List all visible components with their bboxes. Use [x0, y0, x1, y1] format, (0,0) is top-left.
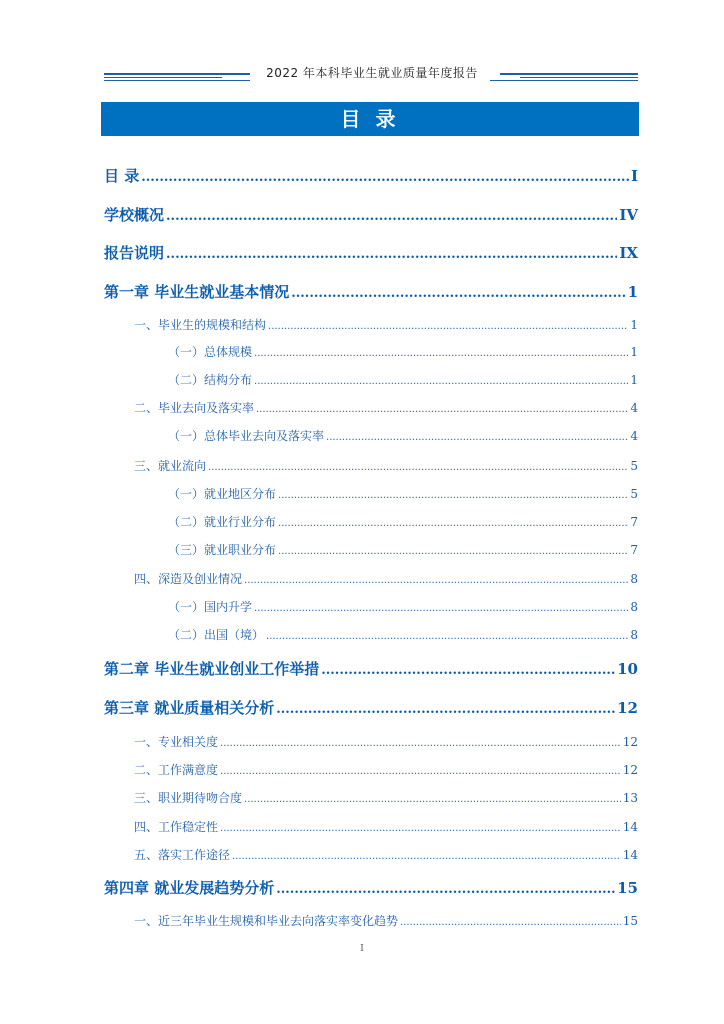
toc-entry-page: I — [630, 167, 638, 185]
toc-dot-leader — [321, 663, 615, 678]
toc-entry[interactable] — [134, 733, 638, 750]
toc-entry[interactable] — [134, 818, 638, 835]
toc-entry-label: 目 录 — [104, 167, 140, 185]
toc-entry-label: 一、近三年毕业生规模和毕业去向落实率变化趋势 — [134, 914, 399, 928]
toc-entry-page: 7 — [630, 515, 638, 529]
toc-dot-leader — [166, 209, 617, 224]
toc-entry-page: 12 — [622, 763, 638, 777]
toc-entry[interactable] — [134, 912, 638, 929]
toc-dot-leader — [220, 766, 621, 777]
toc-entry-page: IX — [619, 244, 638, 262]
toc-dot-leader — [254, 348, 628, 359]
footer-page-number: I — [360, 944, 364, 954]
toc-entry-page: 14 — [622, 848, 638, 862]
toc-entry[interactable] — [168, 371, 638, 388]
toc-entry-page: 15 — [617, 879, 638, 897]
toc-entry-label: （二）就业行业分布 — [168, 515, 277, 529]
toc-entry-page: 7 — [630, 543, 638, 557]
toc-entry-label: 第一章 毕业生就业基本情况 — [104, 283, 290, 301]
toc-entry-page: 4 — [630, 429, 638, 443]
toc-entry[interactable] — [168, 541, 638, 558]
toc-entry-label: 报告说明 — [104, 244, 165, 262]
toc-entry[interactable] — [134, 316, 638, 333]
toc-entry-page: 10 — [617, 660, 638, 678]
toc-dot-leader — [166, 247, 617, 262]
toc-entry-page: 15 — [622, 914, 638, 928]
toc-entry-page: 14 — [622, 820, 638, 834]
toc-entry[interactable] — [134, 789, 638, 806]
toc-dot-leader — [400, 917, 621, 928]
toc-entry[interactable] — [104, 281, 638, 302]
toc-entry-label: （二）出国（境） — [168, 628, 265, 642]
toc-entry-page: 8 — [630, 628, 638, 642]
toc-entry[interactable] — [168, 427, 638, 444]
toc-dot-leader — [326, 432, 628, 443]
toc-entry-label: （一）就业地区分布 — [168, 487, 277, 501]
toc-dot-leader — [254, 376, 628, 387]
toc-entry-page: 12 — [617, 699, 638, 717]
toc-dot-leader — [256, 404, 628, 415]
toc-entry[interactable] — [134, 457, 638, 474]
toc-entry[interactable] — [104, 877, 638, 898]
toc-entry-label: 第三章 就业质量相关分析 — [104, 699, 275, 717]
toc-entry-page: 8 — [630, 572, 638, 586]
toc-entry-label: （一）国内升学 — [168, 600, 253, 614]
toc-dot-leader — [278, 518, 628, 529]
toc-entry[interactable] — [168, 513, 638, 530]
toc-entry-page: 12 — [622, 735, 638, 749]
toc-entry-label: 三、职业期待吻合度 — [134, 791, 243, 805]
toc-entry-page: 1 — [627, 283, 638, 301]
toc-entry[interactable] — [134, 399, 638, 416]
toc-dot-leader — [276, 882, 615, 897]
toc-dot-leader — [278, 546, 628, 557]
toc-banner-title: 目 录 — [101, 102, 639, 136]
toc-entry[interactable] — [104, 242, 638, 263]
toc-entry-label: 四、工作稳定性 — [134, 820, 219, 834]
toc-entry-page: 13 — [622, 791, 638, 805]
toc-entry-label: 一、毕业生的规模和结构 — [134, 318, 267, 332]
toc-dot-leader — [141, 170, 629, 185]
toc-entry-label: （一）总体毕业去向及落实率 — [168, 429, 325, 443]
toc-entry[interactable] — [168, 626, 638, 643]
toc-dot-leader — [220, 738, 621, 749]
toc-dot-leader — [278, 490, 628, 501]
toc-entry-page: 1 — [630, 318, 638, 332]
toc-entry[interactable] — [168, 485, 638, 502]
toc-dot-leader — [254, 603, 628, 614]
toc-entry[interactable] — [104, 697, 638, 718]
toc-entry-label: （一）总体规模 — [168, 345, 253, 359]
toc-entry-label: 第四章 就业发展趋势分析 — [104, 879, 275, 897]
toc-entry[interactable] — [134, 570, 638, 587]
toc-entry-page: 5 — [630, 487, 638, 501]
toc-entry-page: 5 — [630, 459, 638, 473]
toc-entry-label: 学校概况 — [104, 206, 165, 224]
toc-entry[interactable] — [104, 658, 638, 679]
toc-entry[interactable] — [134, 761, 638, 778]
toc-entry-label: 二、工作满意度 — [134, 763, 219, 777]
toc-dot-leader — [266, 631, 628, 642]
toc-entry-label: （三）就业职业分布 — [168, 543, 277, 557]
toc-dot-leader — [220, 823, 621, 834]
toc-entry-page: 8 — [630, 600, 638, 614]
toc-entry-label: 四、深造及创业情况 — [134, 572, 243, 586]
toc-entry-label: 第二章 毕业生就业创业工作举措 — [104, 660, 320, 678]
toc-dot-leader — [276, 702, 615, 717]
toc-dot-leader — [208, 462, 628, 473]
toc-entry-page: IV — [619, 206, 638, 224]
toc-entry-page: 1 — [630, 373, 638, 387]
toc-entry[interactable] — [104, 165, 638, 186]
toc-dot-leader — [291, 286, 625, 301]
toc-dot-leader — [244, 794, 621, 805]
toc-entry-label: （二）结构分布 — [168, 373, 253, 387]
toc-entry[interactable] — [134, 846, 638, 863]
toc-entry-page: 1 — [630, 345, 638, 359]
toc-entry-page: 4 — [630, 401, 638, 415]
toc-entry[interactable] — [168, 598, 638, 615]
toc-entry[interactable] — [104, 204, 638, 225]
toc-dot-leader — [268, 321, 628, 332]
toc-entry-label: 五、落实工作途径 — [134, 848, 231, 862]
toc-dot-leader — [232, 851, 621, 862]
header-title: 2022 年本科毕业生就业质量年度报告 — [266, 66, 478, 80]
toc-entry-label: 一、专业相关度 — [134, 735, 219, 749]
toc-entry-label: 二、毕业去向及落实率 — [134, 401, 255, 415]
toc-dot-leader — [244, 575, 628, 586]
toc-entry[interactable] — [168, 343, 638, 360]
toc-entry-label: 三、就业流向 — [134, 459, 207, 473]
